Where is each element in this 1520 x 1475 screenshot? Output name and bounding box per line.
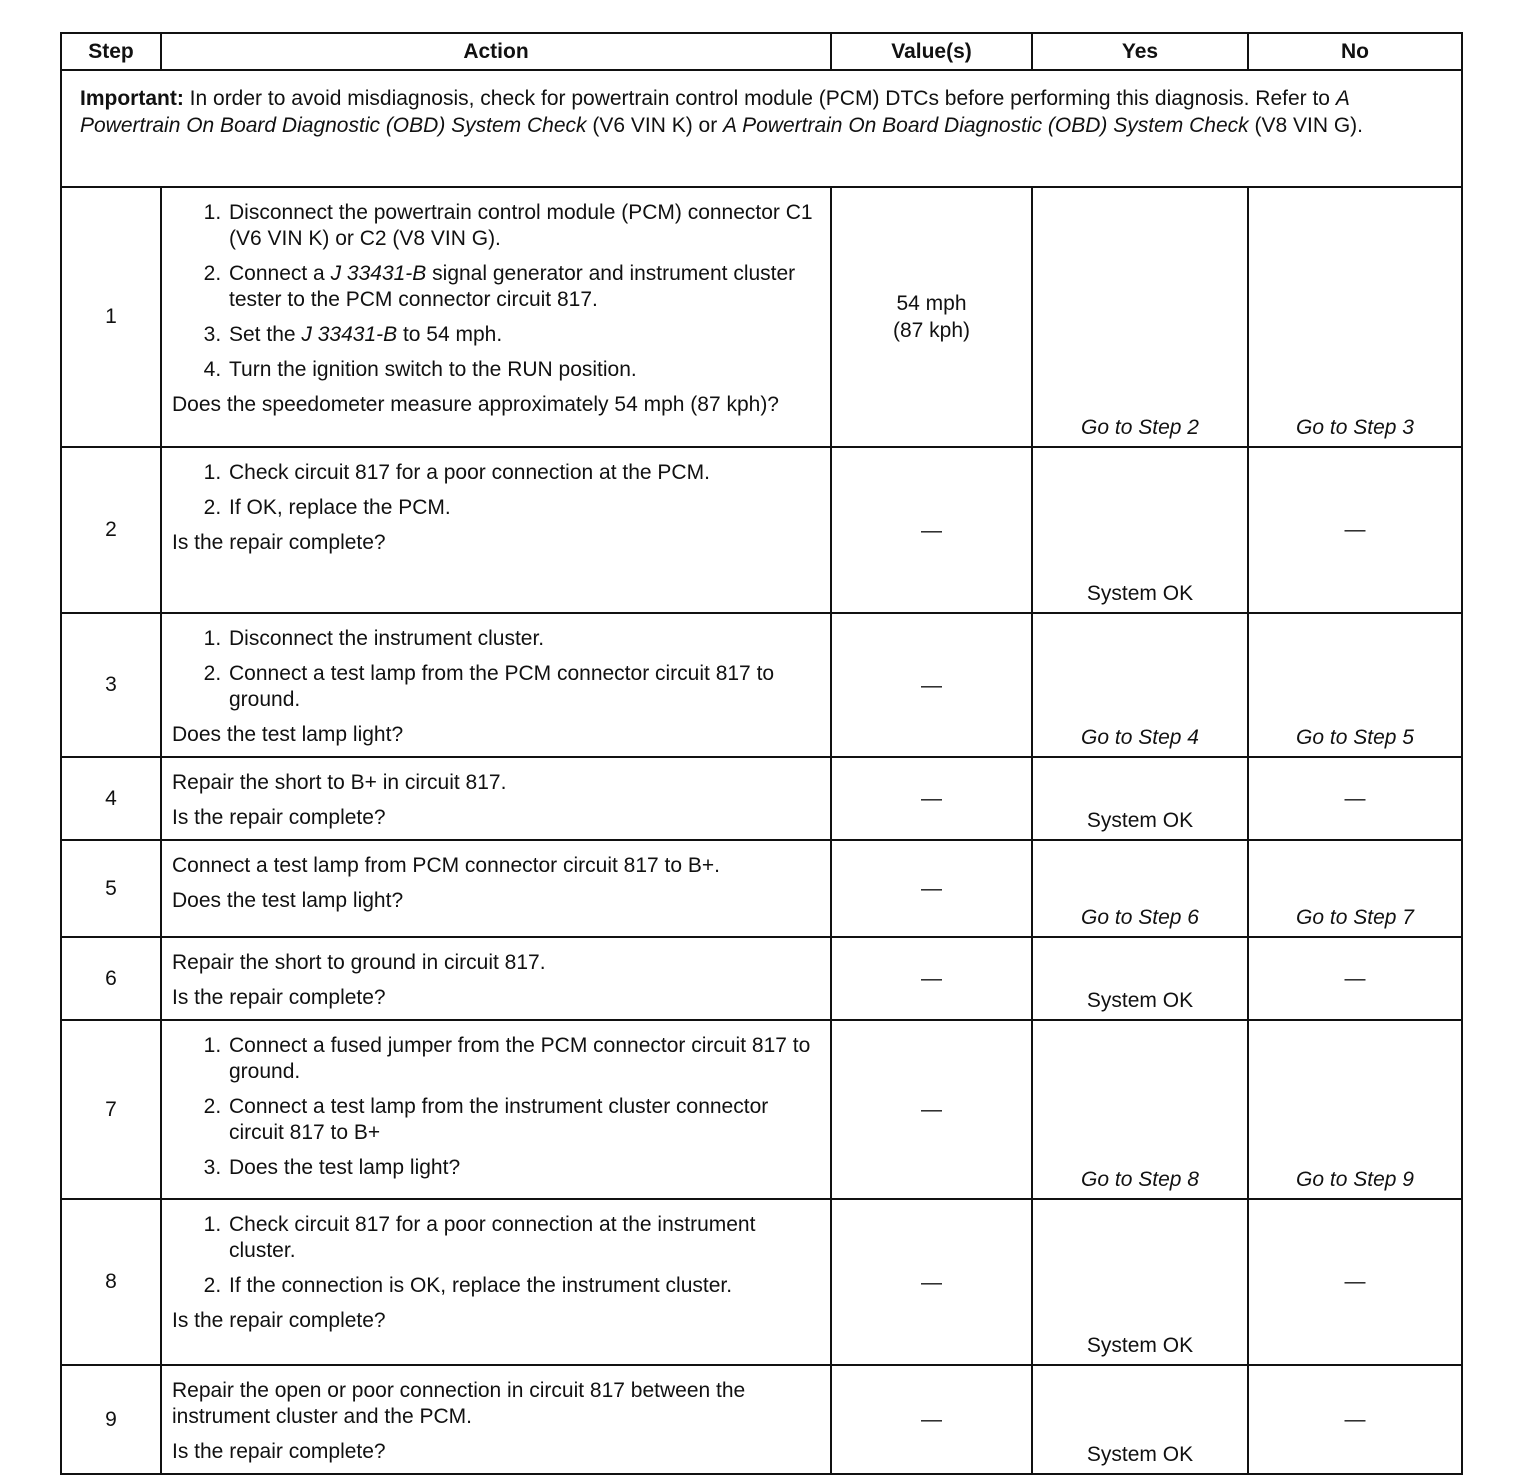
table-row [61,187,1462,447]
action-step-item: 2. Connect a test lamp from the PCM connector circuit 817 to ground. [227,661,820,713]
action-step-item: 3. Does the test lamp light? [227,1155,820,1181]
table-row [61,840,1462,937]
important-ref-1: A Powertrain On Board Diagnostic (OBD) System Check [80,87,1350,137]
action-cell [161,1020,831,1199]
action-step-item: 1. Disconnect the instrument cluster. [227,626,820,652]
action-text: Connect a test lamp from PCM connector circuit 817 to B+. [172,854,720,877]
header-yes: Yes [1032,33,1248,70]
value-cell: — [831,1020,1032,1199]
yes-result: System OK [1032,1199,1248,1365]
action-question: Does the test lamp light? [172,723,404,746]
table-row [61,937,1462,1020]
no-result: Go to Step 7 [1248,840,1462,937]
header-no: No [1248,33,1462,70]
action-cell [161,187,831,447]
yes-result: Go to Step 8 [1032,1020,1248,1199]
action-text: Repair the short to ground in circuit 817. [172,951,546,974]
no-result: Go to Step 3 [1248,187,1462,447]
value-cell: — [831,613,1032,757]
yes-result: System OK [1032,937,1248,1020]
no-result: Go to Step 9 [1248,1020,1462,1199]
diagnostic-table [60,32,1463,1475]
value-cell: — [831,1199,1032,1365]
step-number: 9 [61,1365,161,1474]
important-label: Important: [80,87,184,110]
action-cell [161,447,831,613]
action-step-item: 1. Disconnect the powertrain control module (PCM) connector C1 (V6 VIN K) or C2 (V8 VIN G). [227,200,820,252]
yes-result: Go to Step 6 [1032,840,1248,937]
step-number: 8 [61,1199,161,1365]
action-cell [161,1199,831,1365]
yes-result: System OK [1032,757,1248,840]
step-number: 6 [61,937,161,1020]
yes-result: System OK [1032,447,1248,613]
yes-result: Go to Step 2 [1032,187,1248,447]
action-cell [161,1365,831,1474]
header-step: Step [61,33,161,70]
action-step-item: 1. Check circuit 817 for a poor connection at the instrument cluster. [227,1212,820,1264]
action-cell [161,840,831,937]
action-step-item: 2. Connect a J 33431-B signal generator and instrument cluster tester to the PCM connector circuit 817. [227,261,820,313]
table-row [61,1199,1462,1365]
value-cell: — [831,840,1032,937]
value-cell: — [831,757,1032,840]
step-number: 1 [61,187,161,447]
action-text: Is the repair complete? [172,986,386,1009]
important-text-2: (V6 VIN K) or [586,114,724,137]
action-cell [161,613,831,757]
action-steps-list [172,1033,820,1181]
value-cell: 54 mph (87 kph) [831,187,1032,447]
no-result: — [1248,937,1462,1020]
step-number: 5 [61,840,161,937]
action-question: Is the repair complete? [172,531,386,554]
action-steps-list [172,626,820,713]
no-result: — [1248,1199,1462,1365]
action-question: Is the repair complete? [172,1309,386,1332]
important-note [61,70,1462,187]
action-step-item: 2. If the connection is OK, replace the instrument cluster. [227,1273,820,1299]
table-row [61,757,1462,840]
important-note-row [61,70,1462,187]
action-cell [161,757,831,840]
action-text: Repair the short to B+ in circuit 817. [172,771,507,794]
action-steps-list [172,460,820,521]
action-text: Does the test lamp light? [172,889,404,912]
table-row [61,1020,1462,1199]
no-result: — [1248,447,1462,613]
table-row [61,447,1462,613]
value-cell: — [831,1365,1032,1474]
important-ref-2: A Powertrain On Board Diagnostic (OBD) System Check [723,114,1249,137]
value-cell: — [831,937,1032,1020]
no-result: — [1248,757,1462,840]
action-steps-list [172,1212,820,1299]
important-text-1: In order to avoid misdiagnosis, check for powertrain control module (PCM) DTCs before performing this diagnosis. Refer to [183,87,1336,110]
action-step-item: 1. Connect a fused jumper from the PCM connector circuit 817 to ground. [227,1033,820,1085]
action-text: Repair the open or poor connection in circuit 817 between the instrument cluster and the PCM. [172,1379,746,1428]
action-step-item: 3. Set the J 33431-B to 54 mph. [227,322,820,348]
action-text: Is the repair complete? [172,806,386,829]
no-result: — [1248,1365,1462,1474]
action-step-item: 1. Check circuit 817 for a poor connection at the PCM. [227,460,820,486]
step-number: 3 [61,613,161,757]
header-action: Action [161,33,831,70]
step-number: 4 [61,757,161,840]
action-cell [161,937,831,1020]
action-step-item: 4. Turn the ignition switch to the RUN position. [227,357,820,383]
action-steps-list [172,200,820,383]
table-row [61,613,1462,757]
yes-result: Go to Step 4 [1032,613,1248,757]
action-step-item: 2. Connect a test lamp from the instrument cluster connector circuit 817 to B+ [227,1094,820,1146]
step-number: 7 [61,1020,161,1199]
action-text: Is the repair complete? [172,1440,386,1463]
value-cell: — [831,447,1032,613]
action-step-item: 2. If OK, replace the PCM. [227,495,820,521]
yes-result: System OK [1032,1365,1248,1474]
important-text-3: (V8 VIN G). [1248,114,1363,137]
step-number: 2 [61,447,161,613]
header-values: Value(s) [831,33,1032,70]
header-row [61,33,1462,70]
table-row [61,1365,1462,1474]
no-result: Go to Step 5 [1248,613,1462,757]
action-question: Does the speedometer measure approximately 54 mph (87 kph)? [172,393,779,416]
